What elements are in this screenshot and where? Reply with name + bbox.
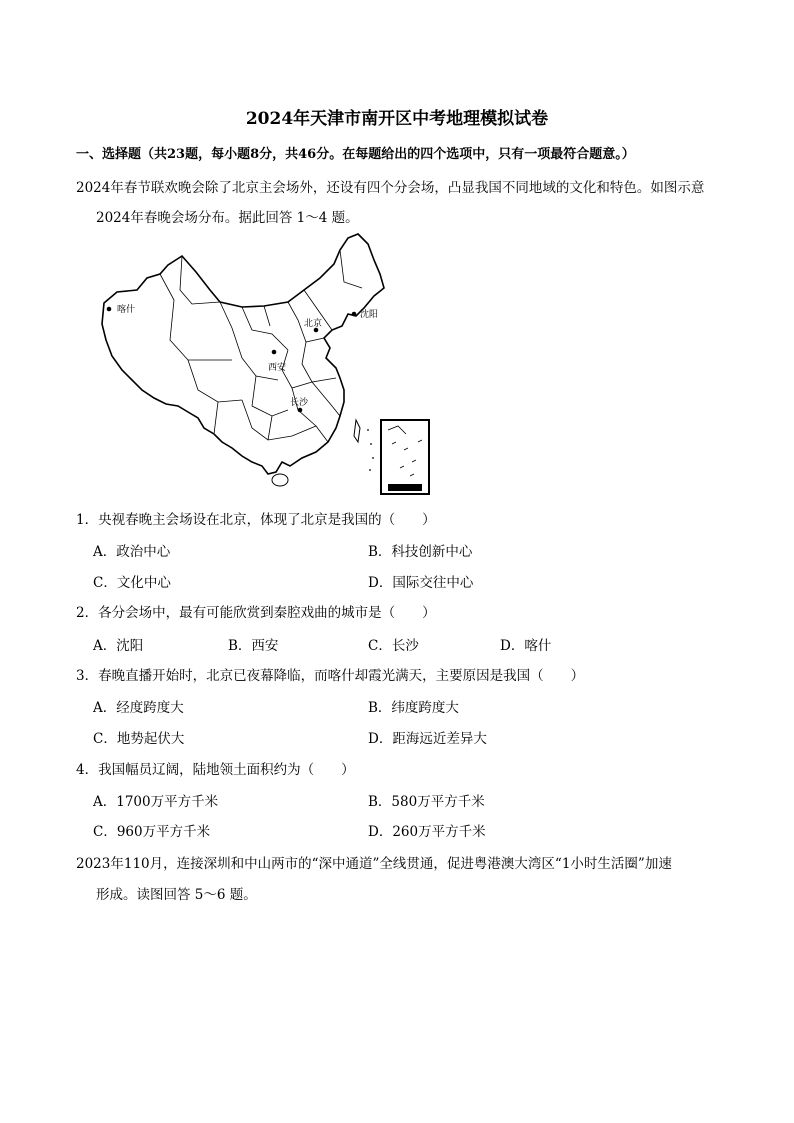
- question-3-option-b: B．纬度跨度大: [368, 700, 459, 716]
- city-kashgar-label: 喀什: [117, 305, 136, 315]
- question-2-option-b: B．西安: [228, 638, 279, 654]
- coastal-islands: [367, 429, 374, 471]
- question-2-stem: 2．各分会场中，最有可能欣赏到秦腔戏曲的城市是（ ）: [76, 605, 436, 621]
- question-1-option-c: C．文化中心: [93, 575, 171, 591]
- intro-line-2: 2024年春晚会场分布。据此回答 1～4 题。: [96, 210, 359, 226]
- question-2-option-c: C．长沙: [368, 638, 419, 654]
- question-4-option-a: A．1700万平方千米: [93, 794, 219, 810]
- intro2-line-2: 形成。读图回答 5～6 题。: [96, 887, 257, 903]
- question-3-option-a: A．经度跨度大: [93, 700, 184, 716]
- city-changsha-dot: [298, 408, 303, 413]
- city-shenyang-label: 沈阳: [360, 310, 379, 320]
- intro2-line-1: 2023年110月，连接深圳和中山两市的“深中通道”全线贯通，促进粤港澳大湾区“1小时生活圈”加速: [76, 856, 672, 872]
- china-map-figure: [92, 230, 442, 500]
- question-4-stem: 4．我国幅员辽阔，陆地领土面积约为（ ）: [76, 762, 355, 778]
- city-changsha-label: 长沙: [290, 398, 309, 408]
- question-3-stem: 3．春晚直播开始时，北京已夜幕降临，而喀什却霞光满天，主要原因是我国（ ）: [76, 668, 585, 684]
- question-3-option-c: C．地势起伏大: [93, 731, 185, 747]
- section-heading: 一、选择题（共23题，每小题8分，共46分。在每题给出的四个选项中，只有一项最符合题意。）: [76, 147, 635, 162]
- question-1-option-b: B．科技创新中心: [368, 544, 473, 560]
- taiwan-island: [354, 420, 360, 442]
- question-4-option-c: C．960万平方千米: [93, 824, 211, 840]
- page-title: 2024年天津市南开区中考地理模拟试卷: [245, 109, 549, 129]
- question-2-option-d: D．喀什: [500, 638, 552, 654]
- city-beijing-label: 北京: [304, 319, 323, 329]
- question-4-option-d: D．260万平方千米: [368, 824, 486, 840]
- city-kashgar-dot: [107, 307, 112, 312]
- city-xian-dot: [272, 350, 277, 355]
- question-3-option-d: D．距海远近差异大: [368, 731, 487, 747]
- south-china-sea-inset: [381, 420, 429, 494]
- city-xian-label: 西安: [268, 363, 287, 373]
- question-1-stem: 1．央视春晚主会场设在北京，体现了北京是我国的（ ）: [76, 512, 436, 528]
- china-outline: [102, 234, 384, 474]
- city-shenyang-dot: [352, 312, 357, 317]
- intro-line-1: 2024年春节联欢晚会除了北京主会场外，还设有四个分会场，凸显我国不同地域的文化和特色。如图示意: [76, 180, 705, 196]
- hainan-island: [272, 474, 288, 486]
- question-1-option-a: A．政治中心: [93, 544, 171, 560]
- question-2-option-a: A．沈阳: [93, 638, 144, 654]
- question-1-option-d: D．国际交往中心: [368, 575, 474, 591]
- question-4-option-b: B．580万平方千米: [368, 794, 485, 810]
